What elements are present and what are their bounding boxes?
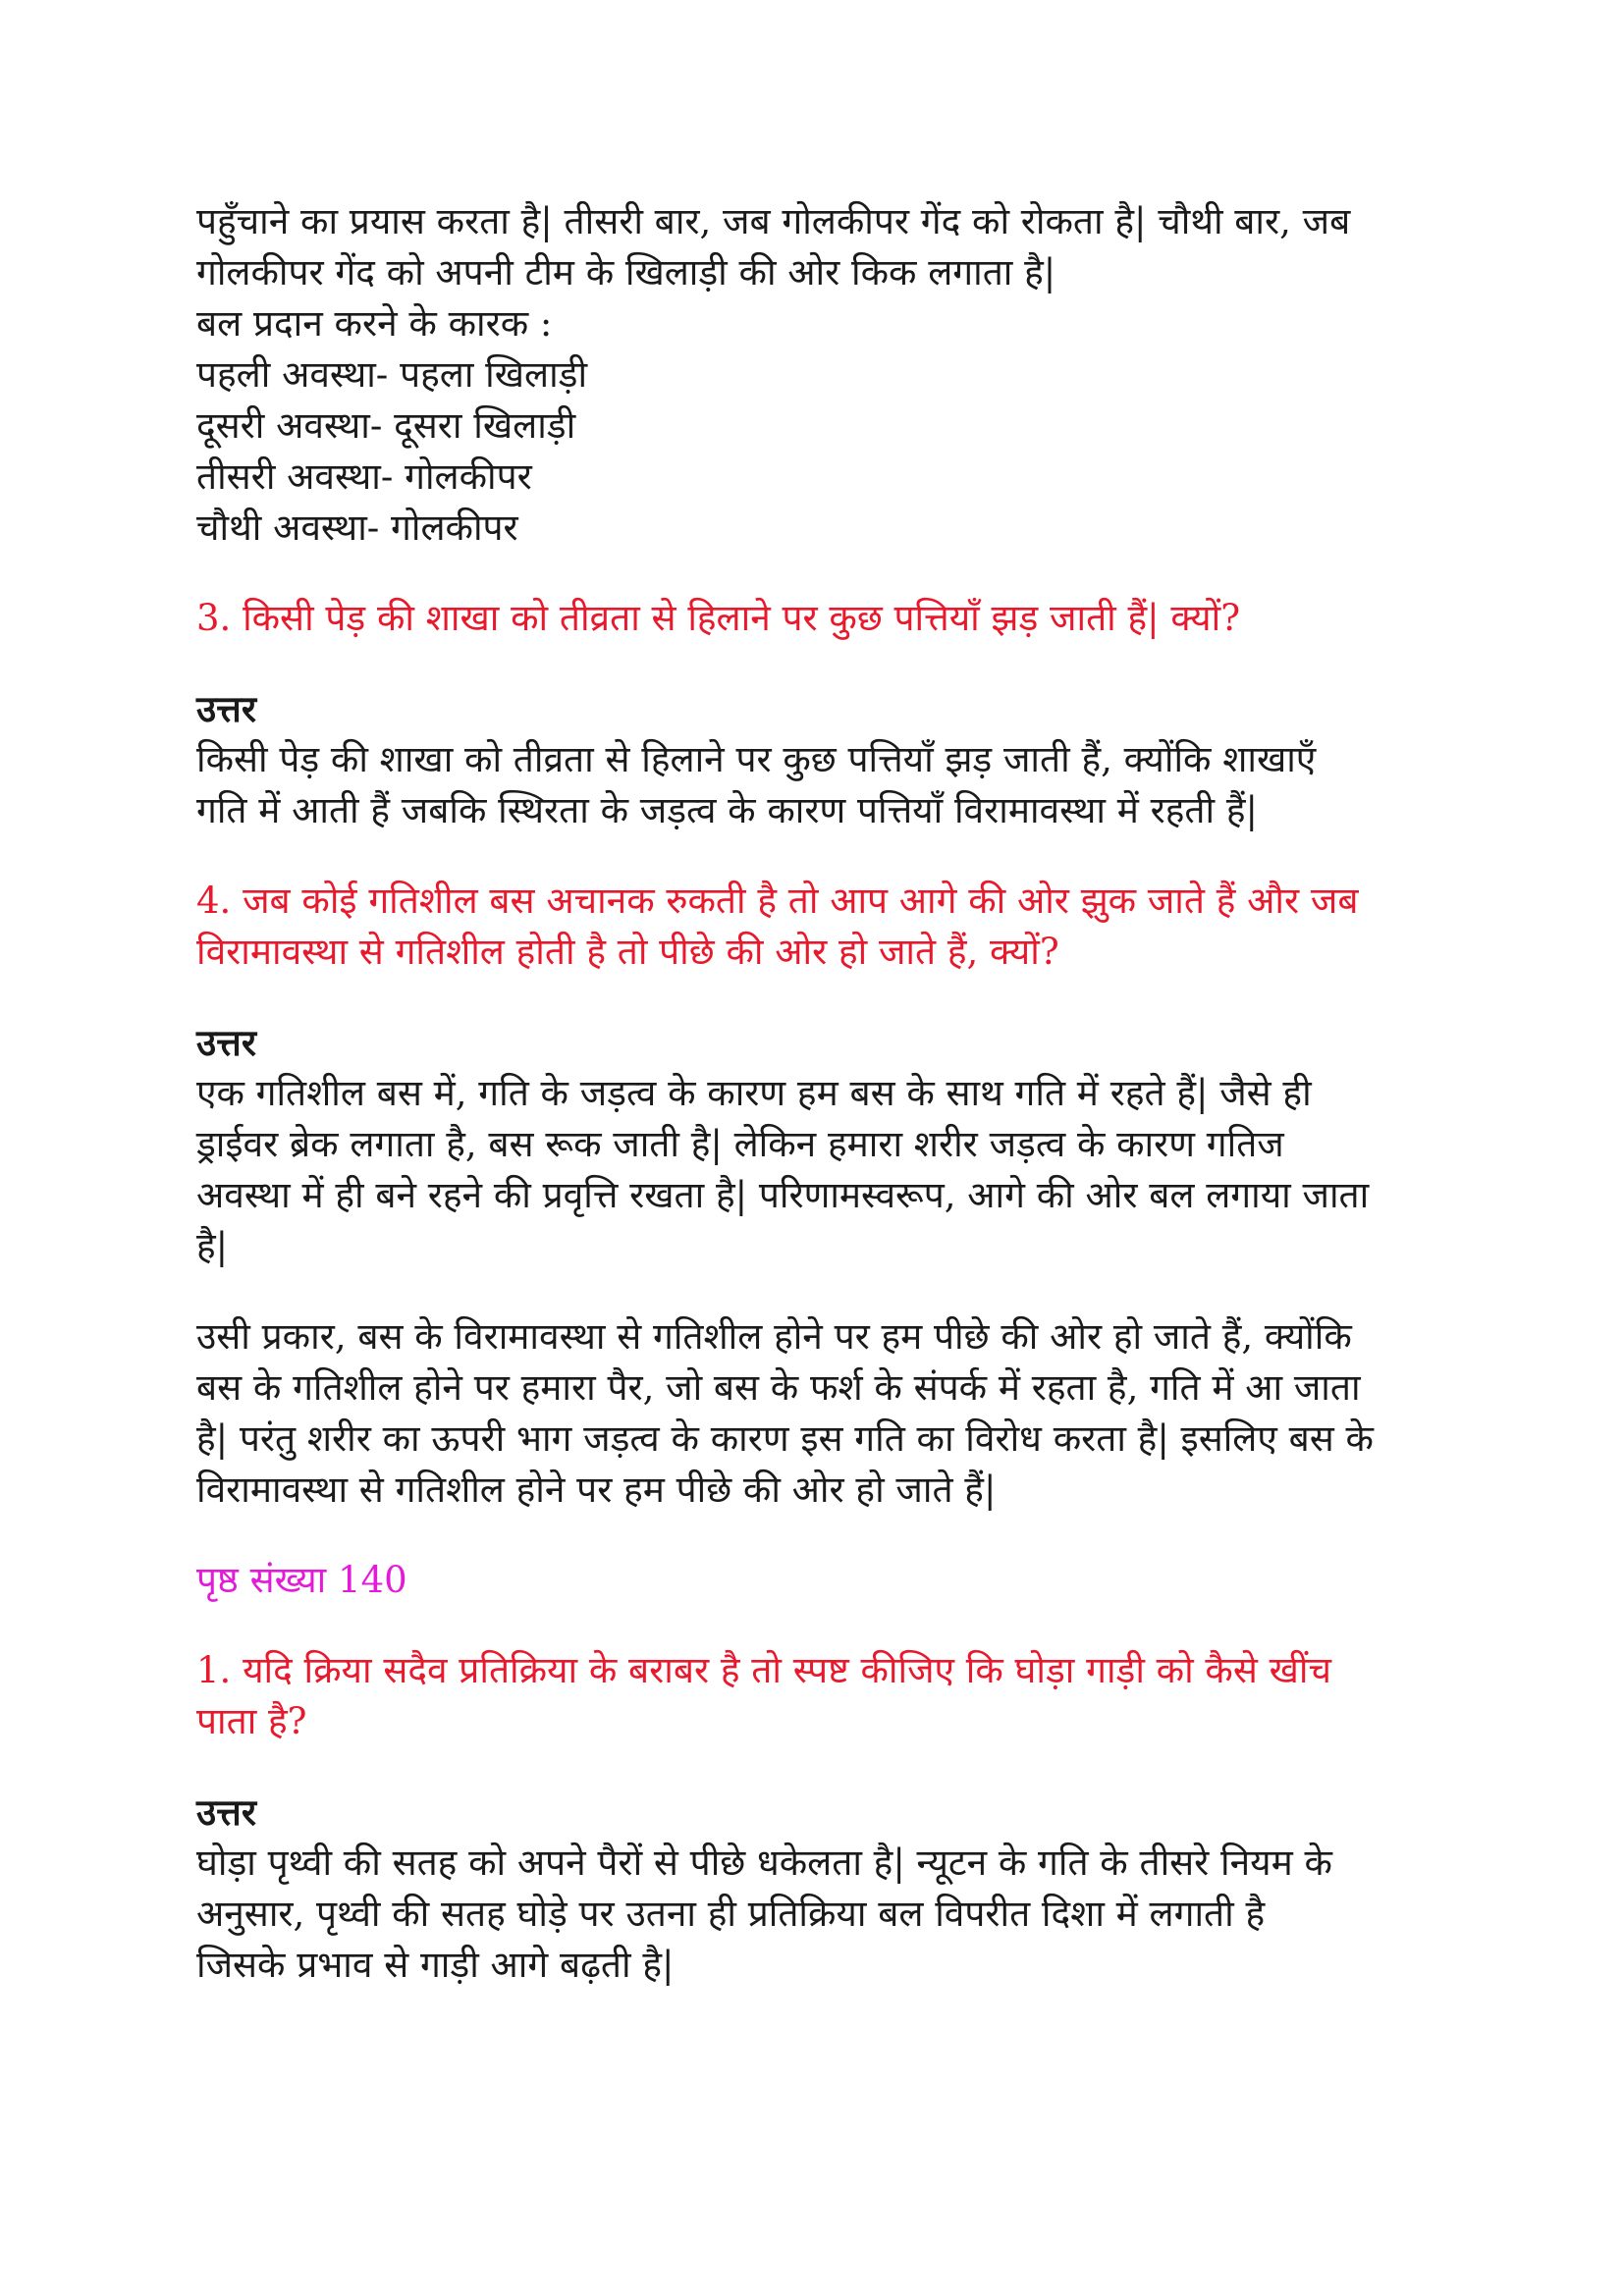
answer-heading: उत्तर bbox=[196, 687, 256, 730]
answer-line: जिसके प्रभाव से गाड़ी आगे बढ़ती है| bbox=[196, 1944, 675, 1986]
question-4-line: विरामावस्था से गतिशील होती है तो पीछे की ओर हो जाते हैं, क्यों? bbox=[196, 931, 1059, 973]
intro-section bbox=[196, 196, 1453, 554]
answer-line: विरामावस्था से गतिशील होने पर हम पीछे की ओर हो जाते हैं| bbox=[196, 1468, 997, 1511]
page-number-label: पृष्ठ संख्या 140 bbox=[196, 1559, 407, 1601]
answer-line: एक गतिशील बस में, गति के जड़त्व के कारण हम बस के साथ गति में रहते हैं| जैसे ही bbox=[196, 1072, 1312, 1114]
answer-line: बस के गतिशील होने पर हमारा पैर, जो बस के फर्श के संपर्क में रहता है, गति में आ जाता bbox=[196, 1366, 1361, 1409]
factor-item: पहली अवस्था- पहला खिलाड़ी bbox=[196, 353, 588, 396]
text-line: गोलकीपर गेंद को अपनी टीम के खिलाड़ी की ओर किक लगाता है| bbox=[196, 251, 1056, 294]
question-1-line: पाता है? bbox=[196, 1700, 307, 1742]
answer-line: उसी प्रकार, बस के विरामावस्था से गतिशील होने पर हम पीछे की ओर हो जाते हैं, क्योंकि bbox=[196, 1315, 1352, 1358]
answer-line: है| परंतु शरीर का ऊपरी भाग जड़त्व के कारण इस गति का विरोध करता है| इसलिए बस के bbox=[196, 1417, 1374, 1460]
factor-item: दूसरी अवस्था- दूसरा खिलाड़ी bbox=[196, 404, 576, 447]
question-1-line: 1. यदि क्रिया सदैव प्रतिक्रिया के बराबर है तो स्पष्ट कीजिए कि घोड़ा गाड़ी को कैसे खींच bbox=[196, 1649, 1331, 1691]
question-4-line: 4. जब कोई गतिशील बस अचानक रुकती है तो आप आगे की ओर झुक जाते हैं और जब bbox=[196, 880, 1359, 922]
answer-heading: उत्तर bbox=[196, 1021, 256, 1064]
answer-line: किसी पेड़ की शाखा को तीव्रता से हिलाने पर कुछ पत्तियाँ झड़ जाती हैं, क्योंकि शाखाएँ bbox=[196, 738, 1317, 780]
factors-heading: बल प्रदान करने के कारक : bbox=[196, 302, 553, 345]
question-3: 3. किसी पेड़ की शाखा को तीव्रता से हिलाने पर कुछ पत्तियाँ झड़ जाती हैं| क्यों? bbox=[196, 597, 1241, 639]
factor-item: तीसरी अवस्था- गोलकीपर bbox=[196, 455, 532, 498]
answer-line: घोड़ा पृथ्वी की सतह को अपने पैरों से पीछे धकेलता है| न्यूटन के गति के तीसरे नियम के bbox=[196, 1842, 1332, 1884]
answer-line: ड्राईवर ब्रेक लगाता है, बस रूक जाती है| लेकिन हमारा शरीर जड़त्व के कारण गतिज bbox=[196, 1123, 1284, 1165]
answer-line: है| bbox=[196, 1225, 229, 1267]
answer-line: गति में आती हैं जबकि स्थिरता के जड़त्व के कारण पत्तियाँ विरामावस्था में रहती हैं| bbox=[196, 789, 1258, 831]
answer-heading: उत्तर bbox=[196, 1790, 256, 1834]
document-page bbox=[196, 196, 1453, 1991]
answer-line: अनुसार, पृथ्वी की सतह घोड़े पर उतना ही प्रतिक्रिया बल विपरीत दिशा में लगाती है bbox=[196, 1893, 1266, 1935]
text-line: पहुँचाने का प्रयास करता है| तीसरी बार, जब गोलकीपर गेंद को रोकता है| चौथी बार, जब bbox=[196, 200, 1351, 242]
factor-item: चौथी अवस्था- गोलकीपर bbox=[196, 507, 518, 549]
answer-line: अवस्था में ही बने रहने की प्रवृत्ति रखता है| परिणामस्वरूप, आगे की ओर बल लगाया जाता bbox=[196, 1174, 1370, 1216]
